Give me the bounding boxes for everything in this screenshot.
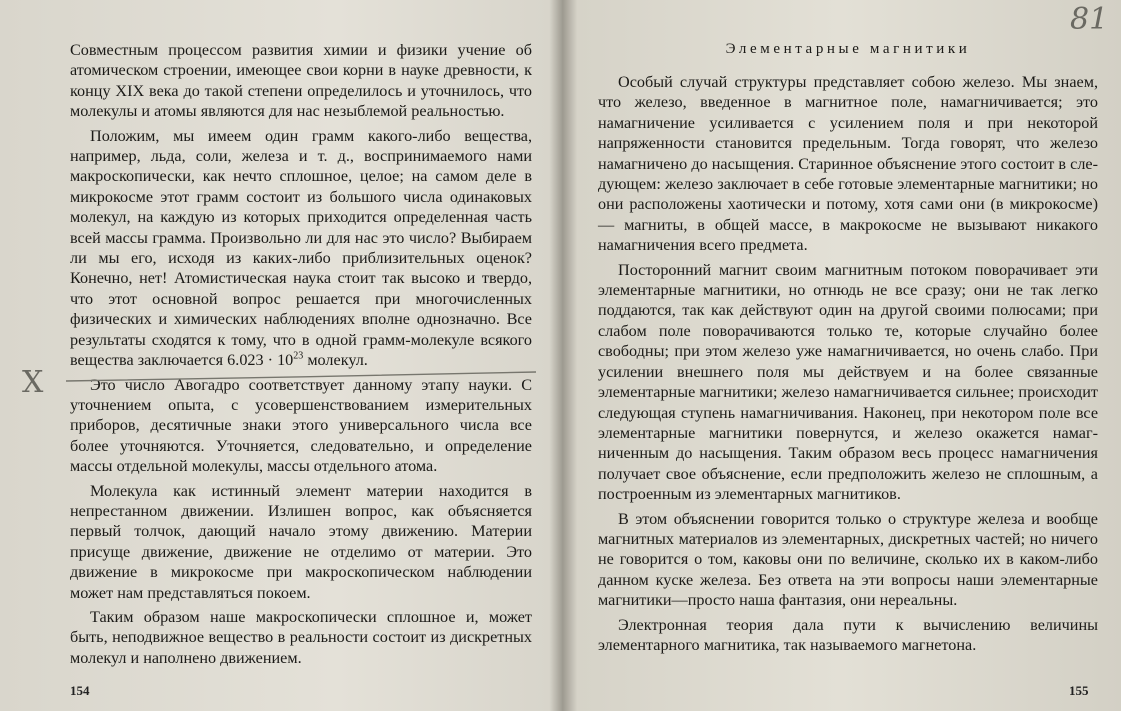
pencil-corner-note: 81 — [1070, 2, 1109, 37]
avogadro-tail: молекул. — [307, 351, 368, 370]
avogadro-value: 6.023 · 10 — [227, 351, 294, 370]
right-paragraph-4: Электронная теория дала пути к вычислению величины элементарного магнитика, так называемого магнетона. — [598, 615, 1098, 654]
section-heading: Элементарные магнитики — [725, 41, 971, 57]
avogadro-number — [227, 351, 303, 369]
pencil-margin-mark: X — [22, 365, 44, 400]
right-page-number: 155 — [1069, 683, 1089, 698]
left-page-text — [70, 40, 532, 672]
avogadro-exponent: 23 — [293, 350, 304, 362]
left-paragraph-4: Молекула как истинный элемент материи находится в непрестанном движении. Излишен вопрос, как объясняется первый толчок, дающий начало этому движению. Материи присуще движение, движение не отделимо от материи. Это движение в микрокосме при макроскопическом наблюдении может нам представляться покоем. — [70, 481, 532, 602]
right-paragraph-3: В этом объяснении говорится только о структуре железа и вообще магнитных материалов из элементарных, дискретных частей; но ничего не говорится о том, каковы они по величине, сколько их в каком-либо данном куске железа. Без ответа на эти вопросы наши элементарные магнитики—просто наша фантазия, они нереальны. — [598, 509, 1098, 610]
left-paragraph-2-text: Положим, мы имеем один грамм какого-либо вещества, например, льда, соли, железа и т. д., воспринимаемого нами макроскопически, как нечто сплошное, целое; на самом деле в микрокосме этот грамм состоит из большого числа одинаковых молекул, на каждую из которых приходится определенная часть всей массы грамма. Произвольно ли для нас это число? Выбираем ли мы его, исходя из каких-либо приблизительных оценок? Конечно, нет! Атомистическая наука стоит так высоко и твердо, что этот основной вопрос решается при многочисленных физических и химических наблюдениях вполне однозначно. Все результаты сходятся к тому, что в одной грамм-молекуле всякого вещества заключается — [70, 126, 532, 370]
left-paragraph-2 — [70, 126, 532, 371]
left-page-number: 154 — [70, 683, 90, 698]
left-paragraph-3: Это число Авогадро соответствует данному этапу науки. С уточнением опыта, с усовершенствованием измерительных приборов, десятичные знаки этого универсального числа все более уточняются. Уточняется, следовательно, и определение массы отдельной молекулы, массы отдельного атома. — [70, 375, 532, 476]
right-paragraph-2: Посторонний магнит своим магнитным потоком поворачивает эти элементарные магнитики, но отнюдь не все сразу; они не так легко поддаются, так как действуют один на другой своими полюсами; при слабом поле поворачиваются только те, которые случайно более свободны; при этом железо уже намагничивается, но очень слабо. При усилении внешнего поля мы действуем и на более связанные элементарные магнитики; железо намагничивается сильнее; происходит следующая ступень намагничивания. Наконец, при некотором поле все элементарные магнитики повернутся, и железо окажется намагниченным до насыщения. Таким образом весь процесс намагничения получает свое объяснение, если предположить железо не сплошным, а построенным из элементарных магнитиков. — [598, 260, 1098, 504]
left-paragraph-5: Таким образом наше макроскопически сплошное и, может быть, неподвижное вещество в реальности состоит из дискретных молекул и наполнено движением. — [70, 607, 532, 667]
right-paragraph-1: Особый случай структуры представляет собою железо. Мы знаем, что железо, введенное в магнитное поле, намагничивается; это намагничение усиливается с усилением поля и при некоторой напряженности становится предельным. Тогда говорят, что железо намагничено до насыщения. Старинное объяснение этого состоит в следующем: железо заключает в себе готовые элементарные магнитики; но они расположены хаотически и потому, хотя сами они (в микрокосме) — магниты, в общей массе, в макрокосме не вызывают никакого намагничения всего предмета. — [598, 73, 1098, 255]
left-page — [0, 0, 560, 711]
left-paragraph-1: Совместным процессом развития химии и физики учение об атомическом строении, имеющее свои корни в науке древности, к концу XIX века до такой степени определилось и уточнилось, что молекулы и атомы являются для нас незыблемой реальностью. — [70, 41, 532, 121]
right-page-text — [598, 72, 1098, 659]
right-page — [562, 0, 1121, 711]
